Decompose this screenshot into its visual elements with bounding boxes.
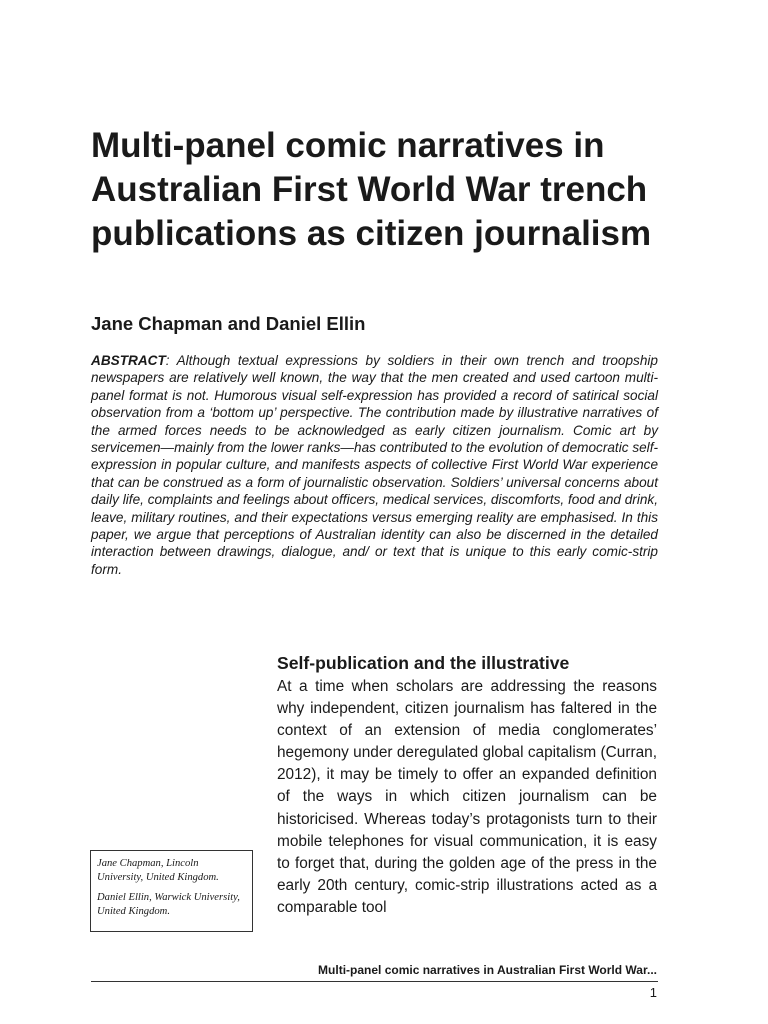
body-paragraph: At a time when scholars are addressing the reasons why independent, citizen journalism has faltered in the context of an extension of media conglomerates’ hegemony under deregulated global capitalism (Curran, 2012), it may be timely to offer an expanded definition of the ways in which citizen journalism can be historicised. Whereas today’s protagonists turn to their mobile telephones for visual communication, it is easy to forget that, during the golden age of the press in the early 20th century, comic-strip illustrations acted as a comparable tool <box>277 678 657 916</box>
abstract-text: : Although textual expressions by soldiers in their own trench and troopship newspapers are relatively well known, the way that the men created and used cartoon multi-panel format is not. Humorous visual self-expression has provided a record of satirical social observation from a ‘bottom up’ perspective. The contribution made by illustrative narratives of the armed forces needs to be acknowledged as early citizen journalism. Comic art by servicemen—mainly from the lower ranks—has contributed to the evolution of democratic self-expression in popular culture, and manifests aspects of collective First World War experience that can be construed as a form of journalistic observation. Soldiers’ universal concerns about daily life, complaints and feelings about officers, medical services, discomforts, food and drink, leave, military routines, and their expectations versus emerging reality are emphasised. In this paper, we argue that perceptions of Australian identity can also be discerned in the detailed interaction between drawings, dialogue, and/ or text that is unique to this early comic-strip form. <box>91 353 658 577</box>
page-number: 1 <box>649 985 657 1000</box>
affiliation-ellin: Daniel Ellin, Warwick University, United Kingdom. <box>97 892 240 917</box>
abstract <box>91 352 658 578</box>
section-heading: Self-publication and the illustrative <box>277 653 570 673</box>
footer-divider <box>91 981 658 982</box>
author-affiliations-box <box>90 850 253 932</box>
affiliation-chapman: Jane Chapman, Lincoln University, United Kingdom. <box>97 858 219 883</box>
author-line: Jane Chapman and Daniel Ellin <box>91 313 366 334</box>
abstract-label: ABSTRACT <box>91 353 166 368</box>
article-title: Multi-panel comic narratives in Australian First World War trench publications as citizen journalism <box>91 126 652 253</box>
running-footer-title: Multi-panel comic narratives in Australian First World War... <box>318 963 657 977</box>
